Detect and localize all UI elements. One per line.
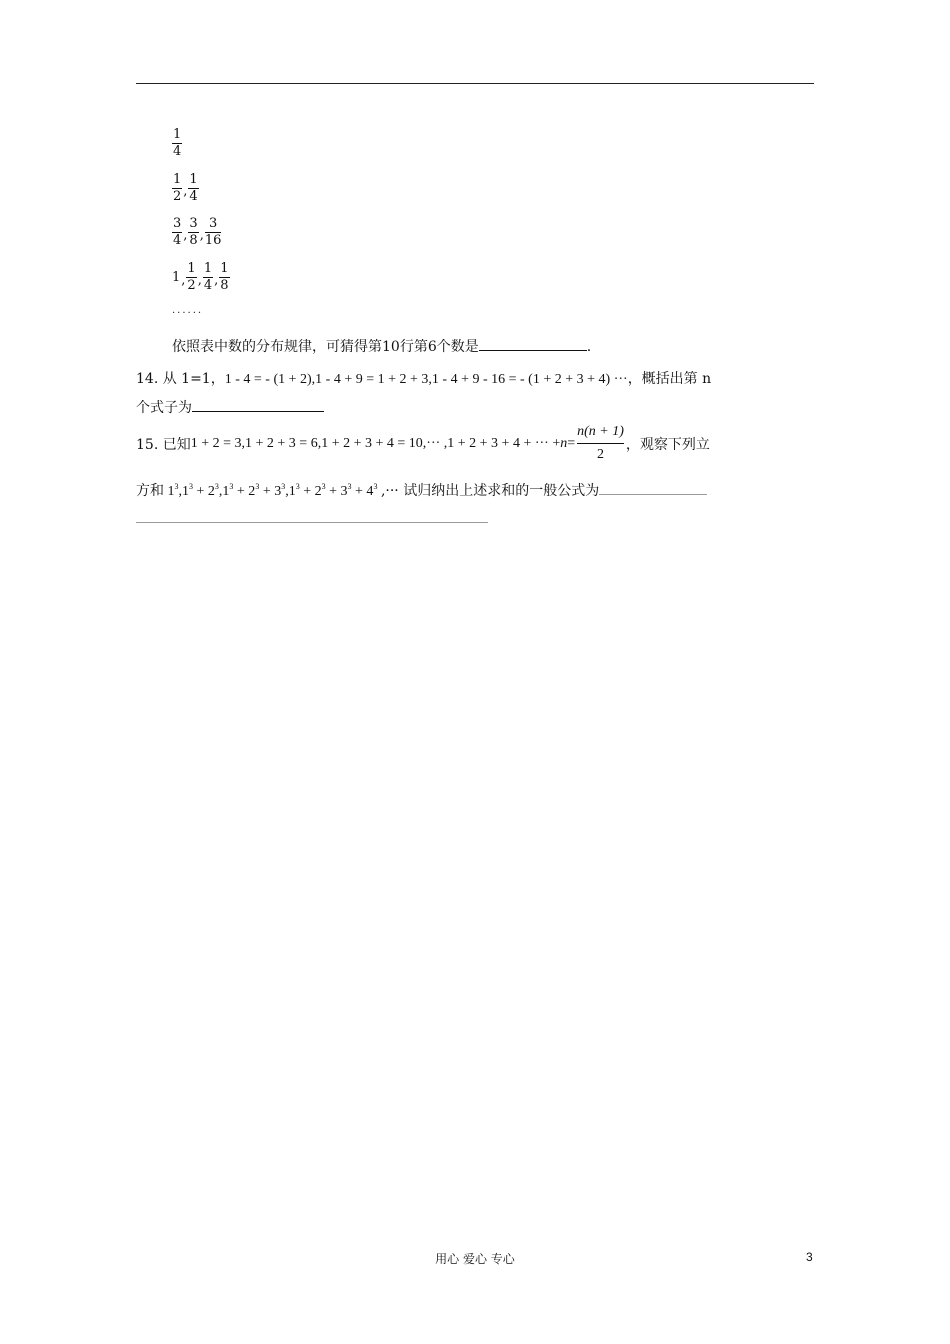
fraction: $\frac{1}{4}$: [203, 261, 213, 293]
question-13-text: 依照表中数的分布规律，可猜得第10行第6个数是 .: [172, 336, 591, 356]
answer-blank[interactable]: [599, 480, 707, 495]
formula-fraction: n(n + 1) 2: [577, 424, 624, 462]
answer-blank[interactable]: [192, 397, 324, 412]
header-rule: [136, 83, 814, 84]
fraction: $\frac{3}{4}$: [173, 216, 182, 248]
footer-slogan: 用心 爱心 专心: [435, 1252, 515, 1266]
answer-blank-continued[interactable]: [136, 508, 488, 523]
question-15-line2: 方和 $1^3,1^3 + 2^3,1^3 + 2^3 + 3^3,1^3 + 2^3 + 3^3 + 4^3$ ,··· 试归纳出上述求和的一般公式为: [136, 480, 707, 500]
question-14: 14. 从 1=1，1 - 4 = - (1 + 2),1 - 4 + 9 = 1 + 2 + 3,1 - 4 + 9 - 16 = - (1 + 2 + 3 + 4) ···，概括出第 n: [136, 371, 712, 387]
triangle-row-4: 1 , $\frac{1}{2}$ , $\frac{1}{4}$ , $\frac{1}{8}$: [172, 261, 229, 293]
question-15-line3: [136, 508, 488, 527]
fraction: $\frac{3}{16}$: [204, 216, 222, 248]
fraction: $\frac{1}{2}$: [187, 261, 196, 293]
answer-blank[interactable]: [479, 336, 587, 351]
question-14-line2: 个式子为: [136, 397, 324, 417]
triangle-row-2: $\frac{1}{2}$ , $\frac{1}{4}$: [173, 172, 198, 204]
ellipsis: ......: [172, 305, 204, 316]
triangle-row-3: $\frac{3}{4}$ , $\frac{3}{8}$ , $\frac{3}{16}$: [173, 216, 222, 248]
fraction: $\frac{1}{2}$: [173, 172, 182, 204]
question-15: 15. 已知 1 + 2 = 3,1 + 2 + 3 = 6,1 + 2 + 3 + 4 = 10,··· ,1 + 2 + 3 + 4 + ··· + n = n(n + 1) 2 ，观察下列立: [136, 424, 710, 462]
fraction: $\frac{3}{8}$: [189, 216, 198, 248]
page-number: 3: [806, 1250, 813, 1264]
fraction: $\frac{1}{4}$: [189, 172, 198, 204]
fraction: $\frac{1}{4}$: [173, 127, 182, 159]
triangle-row-1: [172, 128, 182, 158]
fraction: $\frac{1}{8}$: [220, 261, 229, 293]
